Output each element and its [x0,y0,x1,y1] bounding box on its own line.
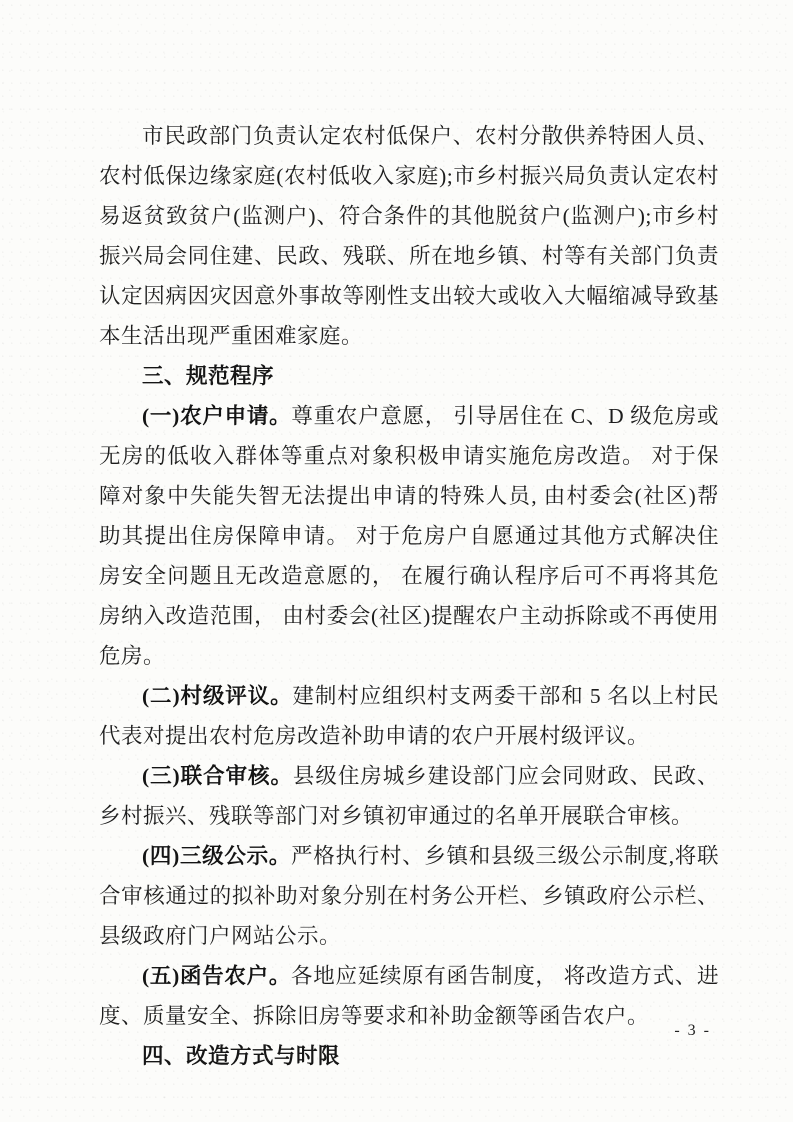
item-text: 建制村应组织村支两委干部和 5 名以上村民代表对提出农村危房改造补助申请的农户开展村级评议。 [99,684,719,748]
body-paragraph: 市民政部门负责认定农村低保户、农村分散供养特困人员、农村低保边缘家庭(农村低收入家庭);市乡村振兴局负责认定农村易返贫致贫户(监测户)、符合条件的其他脱贫户(监测户);市乡村振兴局会同住建、民政、残联、所在地乡镇、村等有关部门负责认定因病因灾因意外事故等刚性支出较大或收入大幅缩减导致基本生活出现严重困难家庭。 [99,124,719,348]
item-text: 严格执行村、乡镇和县级三级公示制度,将联合审核通过的拟补助对象分别在村务公开栏、乡镇政府公示栏、县级政府门户网站公示。 [99,844,719,948]
section-heading: 四、改造方式与时限 [142,1044,341,1068]
numbered-item-paragraph [99,836,719,956]
document-body [99,116,719,1076]
item-text: 县级住房城乡建设部门应会同财政、民政、乡村振兴、残联等部门对乡镇初审通过的名单开展联合审核。 [99,764,719,828]
item-text: 尊重农户意愿， 引导居住在 C、D 级危房或无房的低收入群体等重点对象积极申请实施危房改造。 对于保障对象中失能失智无法提出申请的特殊人员, 由村委会(社区)帮助其提出住房保障申请。 对于危房户自愿通过其他方式解决住房安全问题且无改造意愿的， 在履行确认程序后可不再将其危房纳入改造范围， 由村委会(社区)提醒农户主动拆除或不再使用危房。 [99,404,719,668]
section-heading: 三、规范程序 [142,364,275,388]
numbered-item-paragraph [99,756,719,836]
item-lead: (二)村级评议。 [142,684,293,708]
item-lead: (三)联合审核。 [142,764,293,788]
item-lead: (一)农户申请。 [142,404,292,428]
item-lead: (五)函告农户。 [142,964,292,988]
numbered-item-paragraph [99,676,719,756]
numbered-item-paragraph [99,956,719,1036]
numbered-item-paragraph [99,396,719,676]
item-lead: (四)三级公示。 [142,844,292,868]
page-number: - 3 - [674,1022,711,1039]
item-text: 各地应延续原有函告制度， 将改造方式、进度、质量安全、拆除旧房等要求和补助金额等函告农户。 [99,964,719,1028]
